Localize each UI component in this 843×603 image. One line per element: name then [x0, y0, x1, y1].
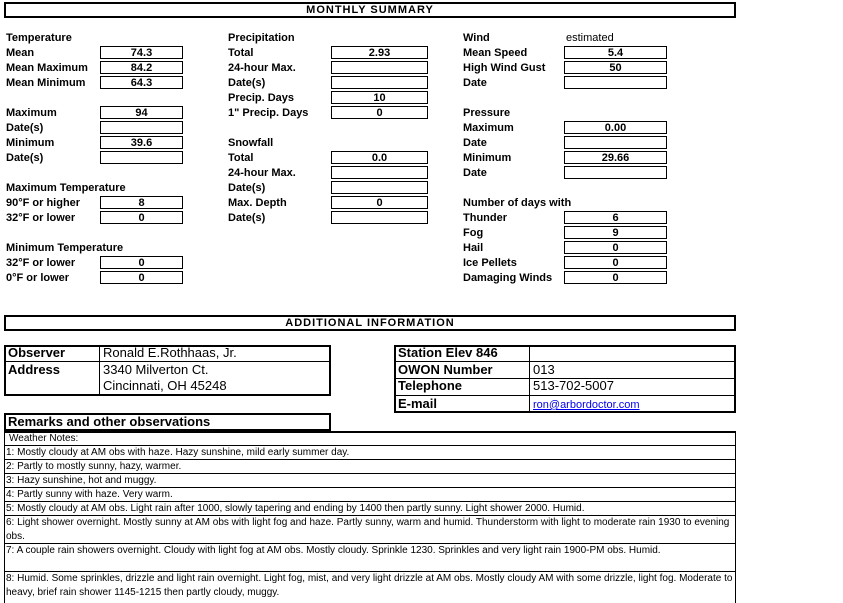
wind-mean-speed-label: Mean Speed — [463, 47, 528, 59]
temp-mean-label: Mean — [6, 47, 35, 59]
temp-min-label: Minimum — [6, 137, 55, 149]
snowfall-heading: Snowfall — [228, 137, 274, 149]
hail-value: 0 — [564, 241, 667, 254]
precip-dates-label: Date(s) — [228, 77, 266, 89]
wind-date-label: Date — [463, 77, 487, 89]
pressure-max-value: 0.00 — [564, 121, 667, 134]
additional-info-title: ADDITIONAL INFORMATION — [4, 315, 736, 331]
observer-name: Ronald E.Rothhaas, Jr. — [103, 345, 237, 360]
email-label: E-mail — [398, 396, 438, 411]
owon-label: OWON Number — [398, 362, 493, 377]
telephone-label: Telephone — [398, 378, 463, 393]
precip-max24-value — [331, 61, 428, 74]
min-temperature-heading: Minimum Temperature — [6, 242, 124, 254]
note-day-7: 7: A couple rain showers overnight. Cloudy with light fog at AM obs. Mostly cloudy. Sprinkle 1230. Sprinkles and very light rain 1900-PM obs. Humid. — [4, 544, 736, 572]
snow-max24-label: 24-hour Max. — [228, 167, 296, 179]
pressure-max-date-label: Date — [463, 137, 487, 149]
thunder-value: 6 — [564, 211, 667, 224]
address-label: Address — [8, 362, 61, 377]
temperature-heading: Temperature — [6, 32, 72, 44]
owon-number: 013 — [533, 362, 555, 377]
temp-max-label: Maximum — [6, 107, 57, 119]
snow-total-label: Total — [228, 152, 254, 164]
snow-dates-value — [331, 181, 428, 194]
min-le32-label: 32°F or lower — [6, 257, 76, 269]
precip-max24-label: 24-hour Max. — [228, 62, 296, 74]
temp-min-dates-label: Date(s) — [6, 152, 44, 164]
fog-label: Fog — [463, 227, 484, 239]
temp-mean-min-label: Mean Minimum — [6, 77, 86, 89]
precip-total-label: Total — [228, 47, 254, 59]
wind-mean-speed-value: 5.4 — [564, 46, 667, 59]
temp-mean-value: 74.3 — [100, 46, 183, 59]
precipitation-heading: Precipitation — [228, 32, 295, 44]
max-ge90-value: 8 — [100, 196, 183, 209]
precip-inch-days-label: 1" Precip. Days — [228, 107, 309, 119]
max-temperature-heading: Maximum Temperature — [6, 182, 126, 194]
station-elev-label: Station Elev 846 — [398, 345, 498, 360]
observer-label: Observer — [8, 345, 66, 360]
temp-max-dates-value — [100, 121, 183, 134]
precip-days-value: 10 — [331, 91, 428, 104]
telephone-number: 513-702-5007 — [533, 378, 614, 393]
wind-gust-value: 50 — [564, 61, 667, 74]
pressure-max-date-value — [564, 136, 667, 149]
wind-date-value — [564, 76, 667, 89]
pressure-max-label: Maximum — [463, 122, 514, 134]
note-day-2: 2: Partly to mostly sunny, hazy, warmer. — [4, 460, 736, 474]
temp-max-dates-label: Date(s) — [6, 122, 44, 134]
pressure-heading: Pressure — [463, 107, 511, 119]
wind-estimated-note: estimated — [566, 32, 614, 44]
precip-dates-value — [331, 76, 428, 89]
ice-pellets-label: Ice Pellets — [463, 257, 517, 269]
min-le0-label: 0°F or lower — [6, 272, 70, 284]
snow-max24-value — [331, 166, 428, 179]
fog-value: 9 — [564, 226, 667, 239]
temp-mean-min-value: 64.3 — [100, 76, 183, 89]
wind-gust-label: High Wind Gust — [463, 62, 546, 74]
address-line-1: 3340 Milverton Ct. — [103, 362, 209, 377]
note-day-8: 8: Humid. Some sprinkles, drizzle and light rain overnight. Light fog, mist, and very light drizzle at AM obs. Mostly cloudy AM with some drizzle, light fog. Moderate to heavy, brief rain shower 1145-1215 then partly cloudy, muggy. — [6, 573, 733, 598]
note-day-3: 3: Hazy sunshine, hot and muggy. — [4, 474, 736, 488]
snow-dates-label: Date(s) — [228, 182, 266, 194]
min-le32-value: 0 — [100, 256, 183, 269]
temp-max-value: 94 — [100, 106, 183, 119]
hail-label: Hail — [463, 242, 484, 254]
snow-depth-dates-label: Date(s) — [228, 212, 266, 224]
temp-mean-max-value: 84.2 — [100, 61, 183, 74]
snow-depth-label: Max. Depth — [228, 197, 287, 209]
pressure-min-label: Minimum — [463, 152, 512, 164]
address-line-2: Cincinnati, OH 45248 — [103, 378, 227, 393]
precip-total-value: 2.93 — [331, 46, 428, 59]
weather-notes-title: Weather Notes: — [4, 432, 736, 446]
damaging-winds-label: Damaging Winds — [463, 272, 553, 284]
snow-total-value: 0.0 — [331, 151, 428, 164]
note-day-6: 6: Light shower overnight. Mostly sunny at AM obs with light fog and haze. Partly sunny, warm and humid. Thunderstorm with light to moderate rain 1930 to evening obs. — [4, 516, 736, 544]
note-day-5: 5: Mostly cloudy at AM obs. Light rain after 1000, slowly tapering and ending by 1400 then partly sunny. Light shower 2000. Humid. — [4, 502, 736, 516]
temp-min-dates-value — [100, 151, 183, 164]
max-le32-value: 0 — [100, 211, 183, 224]
note-day-4: 4: Partly sunny with haze. Very warm. — [4, 488, 736, 502]
monthly-summary-title: MONTHLY SUMMARY — [4, 2, 736, 18]
days-with-heading: Number of days with — [463, 197, 572, 209]
pressure-min-date-value — [564, 166, 667, 179]
pressure-min-value: 29.66 — [564, 151, 667, 164]
min-le0-value: 0 — [100, 271, 183, 284]
max-ge90-label: 90°F or higher — [6, 197, 81, 209]
note-day-1: 1: Mostly cloudy at AM obs with haze. Hazy sunshine, mild early summer day. — [4, 446, 736, 460]
temp-min-value: 39.6 — [100, 136, 183, 149]
temp-mean-max-label: Mean Maximum — [6, 62, 88, 74]
remarks-heading: Remarks and other observations — [8, 414, 211, 429]
ice-pellets-value: 0 — [564, 256, 667, 269]
snow-depth-dates-value — [331, 211, 428, 224]
pressure-min-date-label: Date — [463, 167, 487, 179]
damaging-winds-value: 0 — [564, 271, 667, 284]
email-link[interactable]: ron@arbordoctor.com — [533, 399, 640, 411]
precip-days-label: Precip. Days — [228, 92, 295, 104]
wind-heading: Wind — [463, 32, 490, 44]
snow-depth-value: 0 — [331, 196, 428, 209]
max-le32-label: 32°F or lower — [6, 212, 76, 224]
thunder-label: Thunder — [463, 212, 507, 224]
precip-inch-days-value: 0 — [331, 106, 428, 119]
